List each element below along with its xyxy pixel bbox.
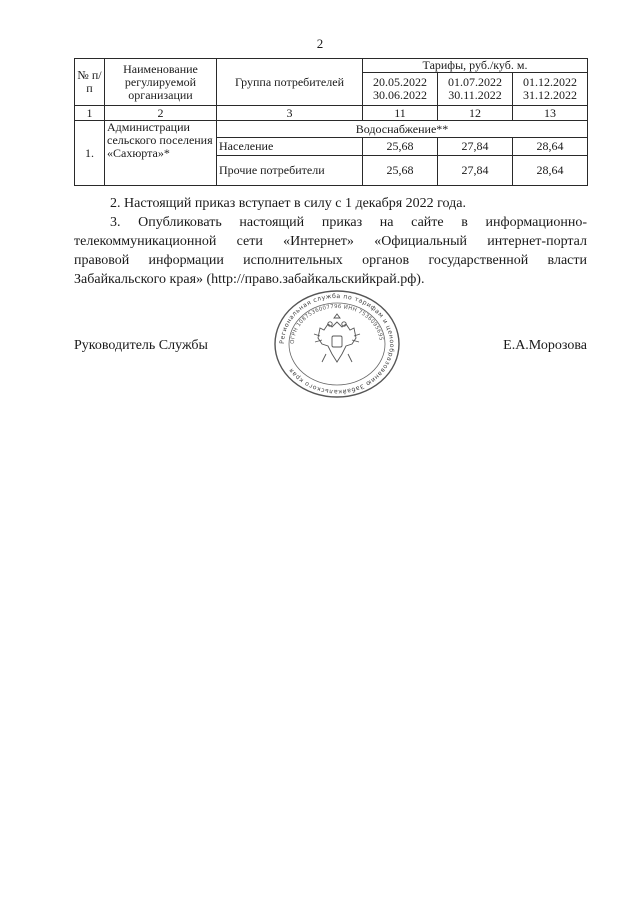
tariff-value: 27,84: [438, 156, 513, 186]
tariff-value: 28,64: [513, 138, 588, 156]
svg-text:Региональная служба по тарифам: Региональная служба по тарифам и ценообразованию Забайкальского края: [278, 292, 396, 396]
paragraph-2: [74, 194, 587, 213]
paragraph-2-text: 2. Настоящий приказ вступает в силу с 1 декабря 2022 года.: [110, 196, 466, 211]
paragraph-3-line-3: правовой информации исполнительных органов государственной власти: [74, 253, 587, 268]
paragraph-3-line-4: Забайкальского края» (http://право.забайкальскийкрай.рф).: [74, 272, 425, 287]
period-2: 01.07.2022 30.11.2022: [438, 73, 513, 106]
tariff-value: 25,68: [363, 156, 438, 186]
index-cell: 13: [513, 106, 588, 121]
header-tariffs: Тарифы, руб./куб. м.: [363, 59, 588, 73]
tariff-value: 27,84: [438, 138, 513, 156]
table-header-row: [75, 59, 588, 73]
index-cell: 12: [438, 106, 513, 121]
index-cell: 3: [217, 106, 363, 121]
paragraph-3-line-1: 3. Опубликовать настоящий приказ на сайте в информационно-: [110, 215, 587, 230]
period-1: 20.05.2022 30.06.2022: [363, 73, 438, 106]
period-3: 01.12.2022 31.12.2022: [513, 73, 588, 106]
index-cell: 1: [75, 106, 105, 121]
row-org: Администрации сельского поселения «Сахюрта»*: [105, 121, 217, 186]
svg-text:ОГРН 1087536007796 ИНН 7536095: ОГРН 1087536007796 ИНН 7536095695: [289, 303, 384, 345]
signatory-position: Руководитель Службы: [74, 338, 208, 353]
paragraph-3-line-2: телекоммуникационной сети «Интернет» «Официальный интернет-портал: [74, 234, 587, 249]
tariff-table: [74, 58, 588, 186]
signatory-name: Е.А.Морозова: [503, 338, 587, 353]
official-seal-stamp: [262, 288, 412, 400]
header-num: № п/п: [75, 59, 105, 106]
page-number: 2: [316, 36, 324, 51]
header-org: Наименование регулируемой организации: [105, 59, 217, 106]
tariff-value: 28,64: [513, 156, 588, 186]
tariff-value: 25,68: [363, 138, 438, 156]
index-cell: 11: [363, 106, 438, 121]
index-cell: 2: [105, 106, 217, 121]
group-name: Прочие потребители: [217, 156, 363, 186]
header-group: Группа потребителей: [217, 59, 363, 106]
row-num: 1.: [75, 121, 105, 186]
paragraph-3: [74, 213, 587, 289]
table-row: [75, 121, 588, 138]
row-service: Водоснабжение**: [217, 121, 588, 138]
table-index-row: [75, 106, 588, 121]
group-name: Население: [217, 138, 363, 156]
coat-of-arms-eagle-icon: [314, 314, 360, 362]
